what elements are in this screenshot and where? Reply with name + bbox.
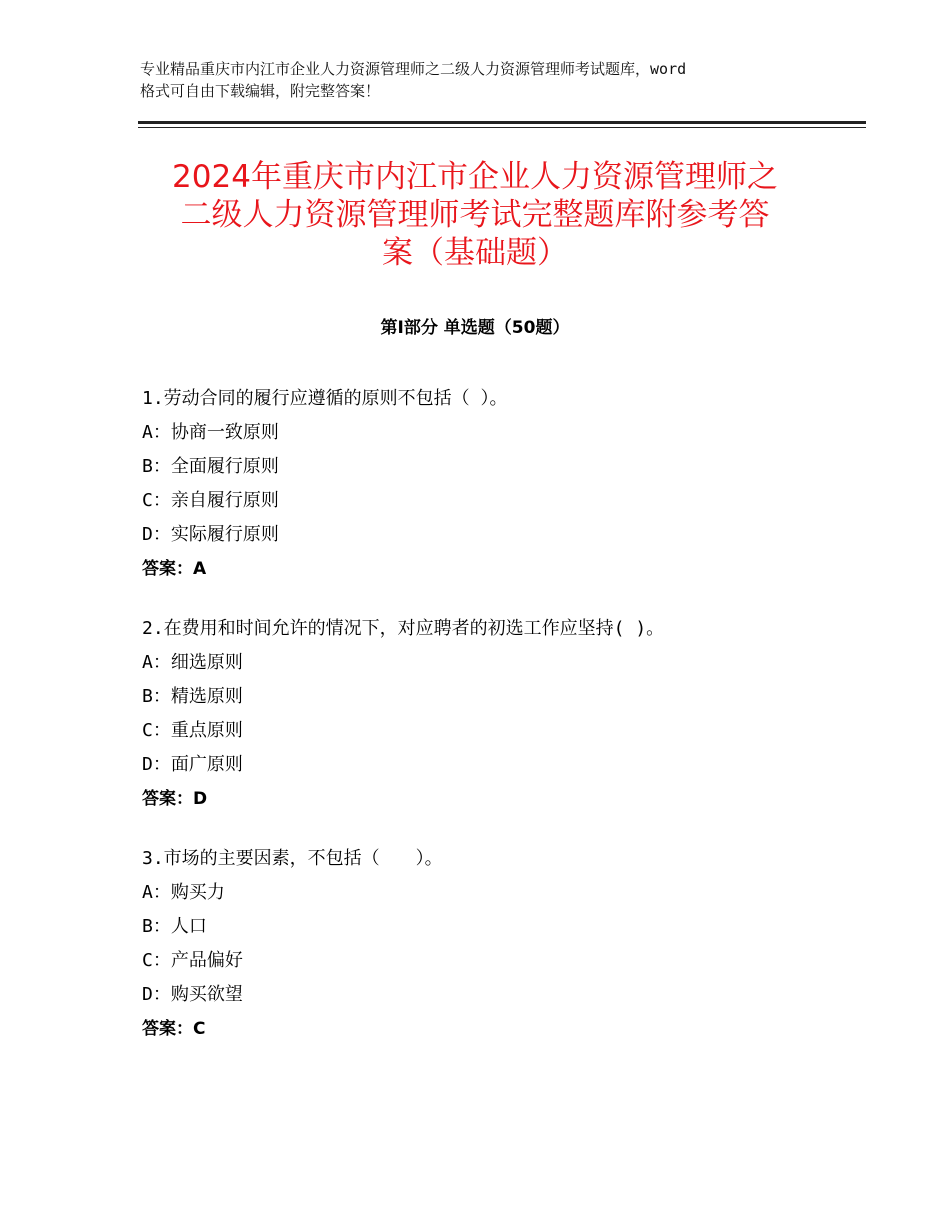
question-1 <box>142 382 842 586</box>
question-list <box>142 382 842 1072</box>
answer-line: 答案：D <box>142 789 208 809</box>
question-2 <box>142 612 842 816</box>
title-line-3: 案（基础题） <box>382 235 568 271</box>
option-d: D：面广原则 <box>142 754 243 775</box>
option-c: C：重点原则 <box>142 720 243 741</box>
question-stem: 1.劳动合同的履行应遵循的原则不包括（ ）。 <box>142 388 508 409</box>
question-stem: 2.在费用和时间允许的情况下，对应聘者的初选工作应坚持( )。 <box>142 618 665 639</box>
answer-line: 答案：A <box>142 559 207 579</box>
title-line-1: 2024年重庆市内江市企业人力资源管理师之 <box>172 159 778 195</box>
question-stem: 3.市场的主要因素，不包括（ ）。 <box>142 848 443 869</box>
option-a: A：购买力 <box>142 882 225 903</box>
question-3 <box>142 842 842 1046</box>
option-c: C：亲自履行原则 <box>142 490 279 511</box>
option-b: B：全面履行原则 <box>142 456 279 477</box>
option-c: C：产品偏好 <box>142 950 243 971</box>
option-b: B：人口 <box>142 916 207 937</box>
header-note-line-2: 格式可自由下载编辑，附完整答案！ <box>140 82 381 100</box>
option-d: D：购买欲望 <box>142 984 243 1005</box>
section-heading: 第Ⅰ部分 单选题（50题） <box>380 318 570 338</box>
option-d: D：实际履行原则 <box>142 524 279 545</box>
answer-line: 答案：C <box>142 1019 206 1039</box>
header-divider <box>138 121 866 128</box>
document-title <box>130 158 820 272</box>
option-a: A：协商一致原则 <box>142 422 279 443</box>
option-a: A：细选原则 <box>142 652 243 673</box>
header-note-line-1: 专业精品重庆市内江市企业人力资源管理师之二级人力资源管理师考试题库，word <box>140 60 687 78</box>
option-b: B：精选原则 <box>142 686 243 707</box>
title-line-2: 二级人力资源管理师考试完整题库附参考答 <box>180 197 770 233</box>
document-header-note <box>140 58 840 102</box>
